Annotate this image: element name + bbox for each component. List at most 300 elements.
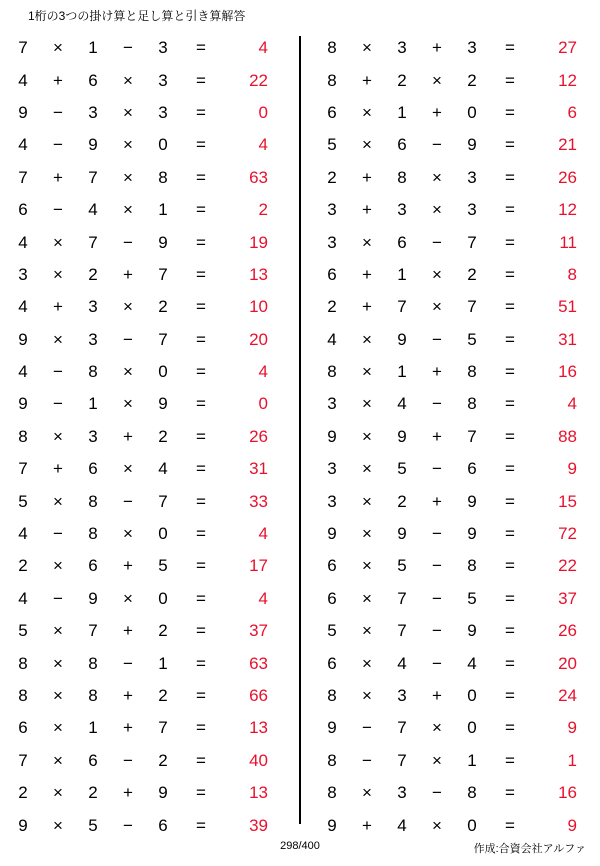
equals-sign: =: [196, 264, 206, 284]
equals-sign: =: [196, 750, 206, 770]
operator-first: ×: [362, 686, 372, 705]
operand-third: 2: [467, 70, 477, 90]
operand-third: 0: [158, 362, 168, 382]
operand-second: 9: [397, 426, 407, 446]
answer-value: 13: [249, 718, 268, 738]
operand-second: 2: [397, 491, 407, 511]
answer-value: 39: [249, 815, 268, 835]
operand-first: 9: [18, 102, 28, 122]
answer-value: 66: [249, 686, 268, 705]
page-number: 298/400: [280, 840, 320, 852]
operand-second: 8: [88, 524, 98, 544]
equals-sign: =: [505, 70, 515, 90]
operand-second: 7: [397, 718, 407, 738]
operator-second: −: [432, 588, 442, 608]
equals-sign: =: [505, 524, 515, 544]
operand-third: 9: [467, 491, 477, 511]
operator-second: +: [123, 264, 133, 284]
operand-second: 7: [397, 588, 407, 608]
answer-value: 40: [249, 750, 268, 770]
operator-first: ×: [362, 783, 372, 803]
operator-second: ×: [123, 135, 133, 155]
operator-first: −: [53, 394, 63, 414]
operand-second: 9: [88, 588, 98, 608]
operand-second: 3: [397, 38, 407, 58]
operand-first: 3: [327, 200, 337, 220]
equals-sign: =: [505, 686, 515, 705]
operand-second: 7: [88, 232, 98, 252]
answer-value: 88: [558, 426, 577, 446]
operator-second: ×: [432, 200, 442, 220]
operand-third: 8: [158, 167, 168, 187]
operator-second: +: [123, 718, 133, 738]
operand-third: 0: [467, 815, 477, 835]
answer-value: 0: [258, 394, 268, 414]
operand-third: 2: [158, 297, 168, 317]
problem-row: [0, 550, 299, 582]
operand-second: 2: [397, 70, 407, 90]
operator-second: +: [123, 686, 133, 705]
problem-row: [301, 324, 600, 356]
operator-second: ×: [123, 459, 133, 479]
operator-second: +: [123, 621, 133, 641]
operator-first: −: [53, 362, 63, 382]
problem-row: [301, 291, 600, 323]
operand-third: 7: [467, 426, 477, 446]
operand-third: 3: [467, 38, 477, 58]
operand-third: 0: [467, 718, 477, 738]
operator-first: ×: [362, 653, 372, 673]
operator-second: −: [123, 329, 133, 349]
operator-second: ×: [123, 102, 133, 122]
operator-second: +: [432, 491, 442, 511]
operator-first: +: [362, 264, 372, 284]
equals-sign: =: [196, 297, 206, 317]
operand-second: 3: [397, 783, 407, 803]
equals-sign: =: [505, 750, 515, 770]
operand-third: 7: [158, 264, 168, 284]
problem-row: [0, 615, 299, 647]
answer-value: 4: [258, 524, 268, 544]
operand-first: 8: [18, 426, 28, 446]
operator-first: ×: [53, 232, 63, 252]
answer-value: 9: [567, 718, 577, 738]
equals-sign: =: [196, 329, 206, 349]
operand-third: 6: [158, 815, 168, 835]
operand-first: 4: [18, 362, 28, 382]
problem-row: [301, 162, 600, 194]
operand-third: 7: [158, 491, 168, 511]
equals-sign: =: [505, 815, 515, 835]
operator-second: +: [432, 362, 442, 382]
equals-sign: =: [505, 264, 515, 284]
operator-second: −: [432, 459, 442, 479]
equals-sign: =: [505, 621, 515, 641]
answer-value: 8: [567, 264, 577, 284]
answer-value: 2: [258, 200, 268, 220]
operator-first: ×: [362, 426, 372, 446]
operand-second: 3: [88, 426, 98, 446]
operator-second: ×: [432, 70, 442, 90]
operand-first: 9: [18, 329, 28, 349]
operator-second: ×: [123, 70, 133, 90]
operand-third: 7: [158, 718, 168, 738]
operand-second: 8: [88, 491, 98, 511]
operator-first: −: [53, 588, 63, 608]
equals-sign: =: [196, 232, 206, 252]
answer-value: 20: [558, 653, 577, 673]
operand-second: 4: [397, 653, 407, 673]
problem-row: [301, 97, 600, 129]
answer-value: 4: [258, 588, 268, 608]
operand-first: 9: [18, 815, 28, 835]
operand-third: 0: [158, 524, 168, 544]
answer-value: 22: [249, 70, 268, 90]
operand-third: 2: [467, 264, 477, 284]
operand-third: 9: [158, 783, 168, 803]
operand-first: 8: [327, 38, 337, 58]
answer-value: 1: [567, 750, 577, 770]
operator-first: ×: [362, 556, 372, 576]
operator-first: +: [53, 70, 63, 90]
equals-sign: =: [196, 394, 206, 414]
operand-first: 8: [327, 362, 337, 382]
operator-second: −: [123, 232, 133, 252]
problem-row: [301, 388, 600, 420]
operator-second: −: [123, 750, 133, 770]
answer-value: 21: [558, 135, 577, 155]
operator-first: ×: [53, 491, 63, 511]
equals-sign: =: [196, 102, 206, 122]
equals-sign: =: [505, 329, 515, 349]
operand-third: 3: [467, 167, 477, 187]
operand-second: 7: [397, 750, 407, 770]
operator-second: ×: [123, 297, 133, 317]
equals-sign: =: [505, 297, 515, 317]
operator-second: ×: [432, 718, 442, 738]
operator-first: ×: [53, 329, 63, 349]
problem-row: [0, 194, 299, 226]
operand-first: 6: [327, 556, 337, 576]
operator-second: +: [432, 686, 442, 705]
answer-value: 6: [567, 102, 577, 122]
problem-column-right: [301, 32, 600, 842]
operand-third: 3: [158, 70, 168, 90]
operand-first: 6: [18, 718, 28, 738]
operand-third: 8: [467, 783, 477, 803]
problem-row: [0, 32, 299, 64]
operand-third: 9: [467, 524, 477, 544]
operand-second: 1: [88, 718, 98, 738]
operand-second: 3: [88, 297, 98, 317]
problem-row: [0, 291, 299, 323]
operand-first: 7: [18, 38, 28, 58]
operand-first: 4: [18, 588, 28, 608]
answer-value: 4: [258, 135, 268, 155]
equals-sign: =: [196, 459, 206, 479]
problem-row: [0, 421, 299, 453]
operator-second: ×: [123, 524, 133, 544]
operator-second: +: [432, 38, 442, 58]
operator-second: −: [432, 135, 442, 155]
operator-first: ×: [53, 783, 63, 803]
operand-second: 9: [397, 329, 407, 349]
problem-row: [301, 550, 600, 582]
operand-second: 3: [397, 200, 407, 220]
answer-value: 51: [558, 297, 577, 317]
problem-columns: [0, 32, 600, 842]
problem-column-left: [0, 32, 299, 842]
operator-second: +: [123, 783, 133, 803]
credit-text: 作成:合資会社アルファ: [473, 843, 586, 855]
problem-row: [301, 680, 600, 712]
operand-first: 2: [327, 167, 337, 187]
problem-row: [0, 226, 299, 258]
operand-first: 2: [327, 297, 337, 317]
operator-second: −: [432, 394, 442, 414]
problem-row: [0, 453, 299, 485]
operator-first: ×: [362, 621, 372, 641]
operand-second: 6: [88, 459, 98, 479]
problem-row: [0, 324, 299, 356]
problem-row: [301, 809, 600, 841]
operand-first: 8: [327, 70, 337, 90]
operand-first: 2: [18, 556, 28, 576]
operand-first: 7: [18, 459, 28, 479]
operand-third: 2: [158, 750, 168, 770]
operator-second: ×: [123, 588, 133, 608]
operand-first: 7: [18, 750, 28, 770]
answer-value: 26: [249, 426, 268, 446]
operand-second: 5: [397, 556, 407, 576]
problem-row: [0, 129, 299, 161]
equals-sign: =: [505, 718, 515, 738]
operator-first: −: [53, 102, 63, 122]
problem-row: [301, 777, 600, 809]
answer-value: 0: [258, 102, 268, 122]
operand-third: 5: [467, 329, 477, 349]
problem-row: [0, 259, 299, 291]
operand-first: 6: [327, 653, 337, 673]
operand-second: 3: [88, 102, 98, 122]
equals-sign: =: [505, 362, 515, 382]
operator-first: +: [362, 70, 372, 90]
problem-row: [301, 64, 600, 96]
problem-row: [0, 647, 299, 679]
operand-second: 9: [397, 524, 407, 544]
equals-sign: =: [196, 70, 206, 90]
equals-sign: =: [196, 588, 206, 608]
answer-value: 27: [558, 38, 577, 58]
problem-row: [0, 680, 299, 712]
problem-row: [0, 162, 299, 194]
equals-sign: =: [505, 167, 515, 187]
operand-first: 3: [327, 394, 337, 414]
equals-sign: =: [505, 491, 515, 511]
operator-first: ×: [362, 362, 372, 382]
problem-row: [0, 388, 299, 420]
operand-second: 7: [88, 167, 98, 187]
operator-second: +: [123, 556, 133, 576]
answer-value: 24: [558, 686, 577, 705]
operand-second: 4: [397, 815, 407, 835]
operator-first: −: [53, 135, 63, 155]
operator-second: ×: [123, 200, 133, 220]
answer-value: 13: [249, 264, 268, 284]
equals-sign: =: [505, 200, 515, 220]
equals-sign: =: [505, 588, 515, 608]
equals-sign: =: [505, 653, 515, 673]
operator-first: −: [362, 750, 372, 770]
operand-first: 5: [18, 621, 28, 641]
operand-first: 8: [327, 783, 337, 803]
operator-first: −: [362, 718, 372, 738]
operand-third: 1: [467, 750, 477, 770]
equals-sign: =: [505, 102, 515, 122]
equals-sign: =: [196, 718, 206, 738]
equals-sign: =: [196, 686, 206, 705]
operator-first: +: [362, 200, 372, 220]
operand-first: 4: [18, 524, 28, 544]
equals-sign: =: [505, 38, 515, 58]
operand-third: 7: [158, 329, 168, 349]
operator-first: +: [53, 167, 63, 187]
equals-sign: =: [196, 815, 206, 835]
operand-first: 4: [18, 297, 28, 317]
answer-value: 13: [249, 783, 268, 803]
operand-second: 2: [88, 264, 98, 284]
operand-second: 8: [397, 167, 407, 187]
answer-value: 9: [567, 815, 577, 835]
equals-sign: =: [196, 38, 206, 58]
operand-first: 9: [327, 718, 337, 738]
problem-row: [301, 129, 600, 161]
operator-second: −: [432, 232, 442, 252]
operator-second: −: [432, 556, 442, 576]
operand-second: 4: [88, 200, 98, 220]
operand-third: 8: [467, 394, 477, 414]
equals-sign: =: [196, 167, 206, 187]
operand-first: 5: [18, 491, 28, 511]
problem-row: [301, 712, 600, 744]
operand-first: 3: [327, 232, 337, 252]
operand-second: 1: [88, 394, 98, 414]
problem-row: [301, 518, 600, 550]
problem-row: [301, 226, 600, 258]
equals-sign: =: [505, 232, 515, 252]
operator-first: ×: [362, 524, 372, 544]
answer-value: 4: [258, 38, 268, 58]
answer-value: 4: [567, 394, 577, 414]
operator-first: +: [362, 167, 372, 187]
answer-value: 17: [249, 556, 268, 576]
operator-second: −: [123, 491, 133, 511]
operand-first: 9: [327, 524, 337, 544]
operand-second: 6: [88, 70, 98, 90]
problem-row: [301, 615, 600, 647]
answer-value: 22: [558, 556, 577, 576]
operand-third: 5: [467, 588, 477, 608]
operator-second: −: [123, 38, 133, 58]
operator-first: ×: [362, 102, 372, 122]
answer-value: 19: [249, 232, 268, 252]
operator-first: −: [53, 200, 63, 220]
operand-third: 1: [158, 653, 168, 673]
operator-first: −: [53, 524, 63, 544]
operator-second: ×: [432, 297, 442, 317]
answer-value: 10: [249, 297, 268, 317]
equals-sign: =: [505, 783, 515, 803]
equals-sign: =: [196, 653, 206, 673]
answer-value: 31: [558, 329, 577, 349]
operand-second: 6: [397, 232, 407, 252]
equals-sign: =: [196, 621, 206, 641]
operator-first: ×: [362, 459, 372, 479]
operand-first: 9: [18, 394, 28, 414]
operator-second: −: [432, 524, 442, 544]
operator-first: ×: [53, 38, 63, 58]
operand-second: 3: [397, 686, 407, 705]
operand-second: 6: [397, 135, 407, 155]
operator-first: ×: [362, 135, 372, 155]
problem-row: [0, 583, 299, 615]
equals-sign: =: [196, 524, 206, 544]
operand-third: 0: [158, 135, 168, 155]
answer-value: 16: [558, 362, 577, 382]
operand-first: 2: [18, 783, 28, 803]
operator-first: ×: [362, 588, 372, 608]
operator-first: ×: [53, 686, 63, 705]
equals-sign: =: [505, 459, 515, 479]
answer-value: 15: [558, 491, 577, 511]
equals-sign: =: [196, 135, 206, 155]
problem-row: [301, 259, 600, 291]
problem-row: [0, 356, 299, 388]
operator-first: ×: [53, 264, 63, 284]
operator-second: −: [432, 621, 442, 641]
operator-first: +: [362, 815, 372, 835]
equals-sign: =: [505, 426, 515, 446]
problem-row: [301, 32, 600, 64]
operator-first: ×: [53, 653, 63, 673]
operand-first: 6: [327, 264, 337, 284]
operand-first: 5: [327, 135, 337, 155]
answer-value: 72: [558, 524, 577, 544]
operand-second: 8: [88, 686, 98, 705]
answer-value: 12: [558, 70, 577, 90]
operand-third: 8: [467, 362, 477, 382]
operator-first: +: [53, 297, 63, 317]
operand-third: 9: [467, 135, 477, 155]
operator-second: ×: [123, 167, 133, 187]
operand-second: 1: [397, 264, 407, 284]
operand-third: 7: [467, 232, 477, 252]
equals-sign: =: [196, 200, 206, 220]
operator-second: ×: [432, 167, 442, 187]
operand-second: 1: [397, 362, 407, 382]
operand-second: 7: [397, 621, 407, 641]
equals-sign: =: [196, 783, 206, 803]
operator-second: −: [123, 653, 133, 673]
operand-first: 4: [327, 329, 337, 349]
answer-value: 26: [558, 167, 577, 187]
operator-second: +: [123, 426, 133, 446]
operator-first: ×: [53, 750, 63, 770]
operand-third: 2: [158, 426, 168, 446]
operand-first: 3: [327, 459, 337, 479]
operator-first: ×: [362, 232, 372, 252]
operand-third: 9: [158, 394, 168, 414]
